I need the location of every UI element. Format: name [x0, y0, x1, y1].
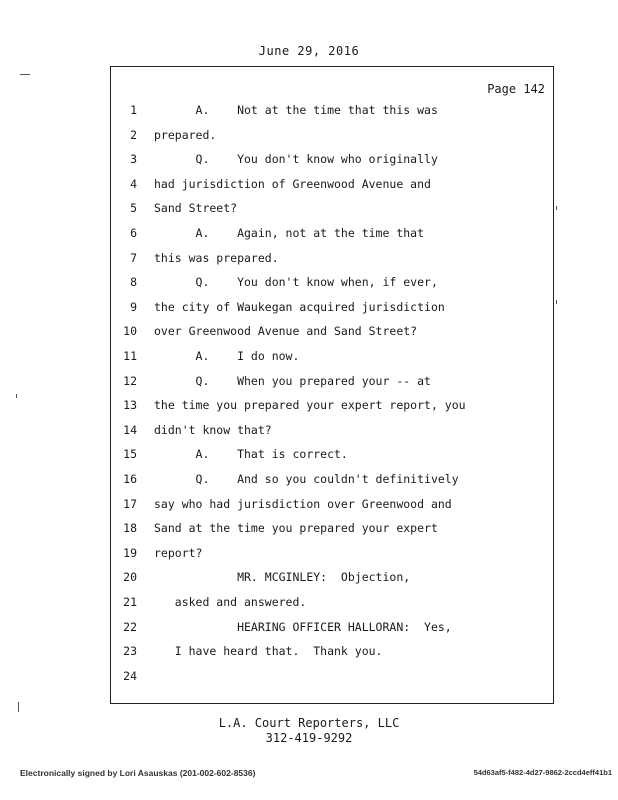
- line-text: the city of Waukegan acquired jurisdiction: [154, 299, 445, 314]
- transcript-line: [111, 349, 551, 369]
- line-text: A. I do now.: [154, 349, 300, 363]
- transcript-line: [111, 521, 551, 541]
- line-text: this was prepared.: [154, 250, 279, 265]
- line-number: 17: [123, 496, 137, 511]
- transcript-line: [111, 103, 551, 123]
- transcript-line: [111, 324, 551, 344]
- line-text: prepared.: [154, 127, 217, 142]
- transcript-line: [111, 595, 551, 615]
- line-text: Q. And so you couldn't definitively: [154, 472, 459, 486]
- transcript-line: [111, 644, 551, 664]
- line-number: 4: [130, 176, 137, 191]
- line-number: 15: [123, 447, 137, 462]
- transcript-line: [111, 669, 551, 689]
- line-number: 6: [130, 226, 137, 240]
- line-text: Sand Street?: [154, 201, 238, 216]
- line-text: I have heard that. Thank you.: [154, 644, 383, 659]
- transcript-line: [111, 423, 551, 443]
- line-text: asked and answered.: [154, 595, 307, 609]
- line-number: 10: [123, 324, 137, 339]
- scan-speck: [16, 394, 17, 398]
- transcript-line: [111, 472, 551, 492]
- line-number: 8: [130, 275, 137, 290]
- line-text: over Greenwood Avenue and Sand Street?: [154, 324, 418, 339]
- line-text: MR. MCGINLEY: Objection,: [154, 570, 411, 585]
- line-number: 21: [123, 595, 137, 609]
- line-number: 12: [123, 373, 137, 388]
- line-number: 9: [130, 299, 137, 314]
- transcript-line: [111, 128, 551, 148]
- line-number: 11: [123, 349, 137, 363]
- line-number: 5: [130, 201, 137, 216]
- transcript-line: [111, 374, 551, 394]
- line-number: 19: [123, 545, 137, 560]
- line-number: 13: [123, 398, 137, 413]
- line-number: 7: [130, 250, 137, 265]
- transcript-line: [111, 300, 551, 320]
- transcript-line: [111, 546, 551, 566]
- line-text: Q. You don't know who originally: [154, 152, 438, 167]
- line-number: 16: [123, 472, 137, 486]
- scan-speck: [20, 74, 30, 75]
- reporter-phone: 312-419-9292: [265, 731, 353, 745]
- line-number: 1: [130, 103, 137, 117]
- line-number: 2: [130, 127, 137, 142]
- line-text: didn't know that?: [154, 422, 272, 437]
- line-text: A. That is correct.: [154, 447, 348, 462]
- transcript-line: [111, 226, 551, 246]
- line-text: say who had jurisdiction over Greenwood and: [154, 496, 452, 511]
- scan-speck: [556, 206, 557, 210]
- transcript-line: [111, 275, 551, 295]
- scan-speck: [18, 702, 19, 712]
- electronic-signature-note: Electronically signed by Lori Asauskas (201-002-602-8536): [20, 768, 256, 778]
- line-text: A. Again, not at the time that: [154, 226, 425, 240]
- line-text: Sand at the time you prepared your expert: [154, 521, 438, 536]
- line-number: 22: [123, 619, 137, 634]
- transcript-line: [111, 251, 551, 271]
- transcript-line: [111, 177, 551, 197]
- reporter-company: L.A. Court Reporters, LLC: [218, 716, 400, 730]
- transcript-line: [111, 398, 551, 418]
- transcript-line: [111, 497, 551, 517]
- line-number: 18: [123, 521, 137, 536]
- transcript-line: [111, 201, 551, 221]
- transcript-date: June 29, 2016: [258, 44, 360, 58]
- page-number: Page 142: [487, 82, 545, 96]
- line-text: HEARING OFFICER HALLORAN: Yes,: [154, 619, 452, 634]
- line-number: 3: [130, 152, 137, 167]
- line-text: Q. When you prepared your -- at: [154, 373, 431, 388]
- transcript-line: [111, 447, 551, 467]
- line-text: report?: [154, 545, 203, 560]
- line-number: 23: [123, 644, 137, 659]
- line-text: A. Not at the time that this was: [154, 103, 438, 117]
- transcript-line: [111, 152, 551, 172]
- line-text: the time you prepared your expert report, you: [154, 398, 466, 413]
- line-number: 24: [123, 668, 137, 683]
- line-number: 20: [123, 570, 137, 585]
- line-number: 14: [123, 422, 137, 437]
- transcript-line: [111, 570, 551, 590]
- document-id: 54d63af5-f482-4d27-9862-2ccd4eff41b1: [473, 768, 612, 777]
- line-text: had jurisdiction of Greenwood Avenue and: [154, 176, 431, 191]
- transcript-frame: [110, 66, 554, 704]
- line-text: Q. You don't know when, if ever,: [154, 275, 438, 290]
- transcript-line: [111, 620, 551, 640]
- scan-speck: [556, 300, 557, 304]
